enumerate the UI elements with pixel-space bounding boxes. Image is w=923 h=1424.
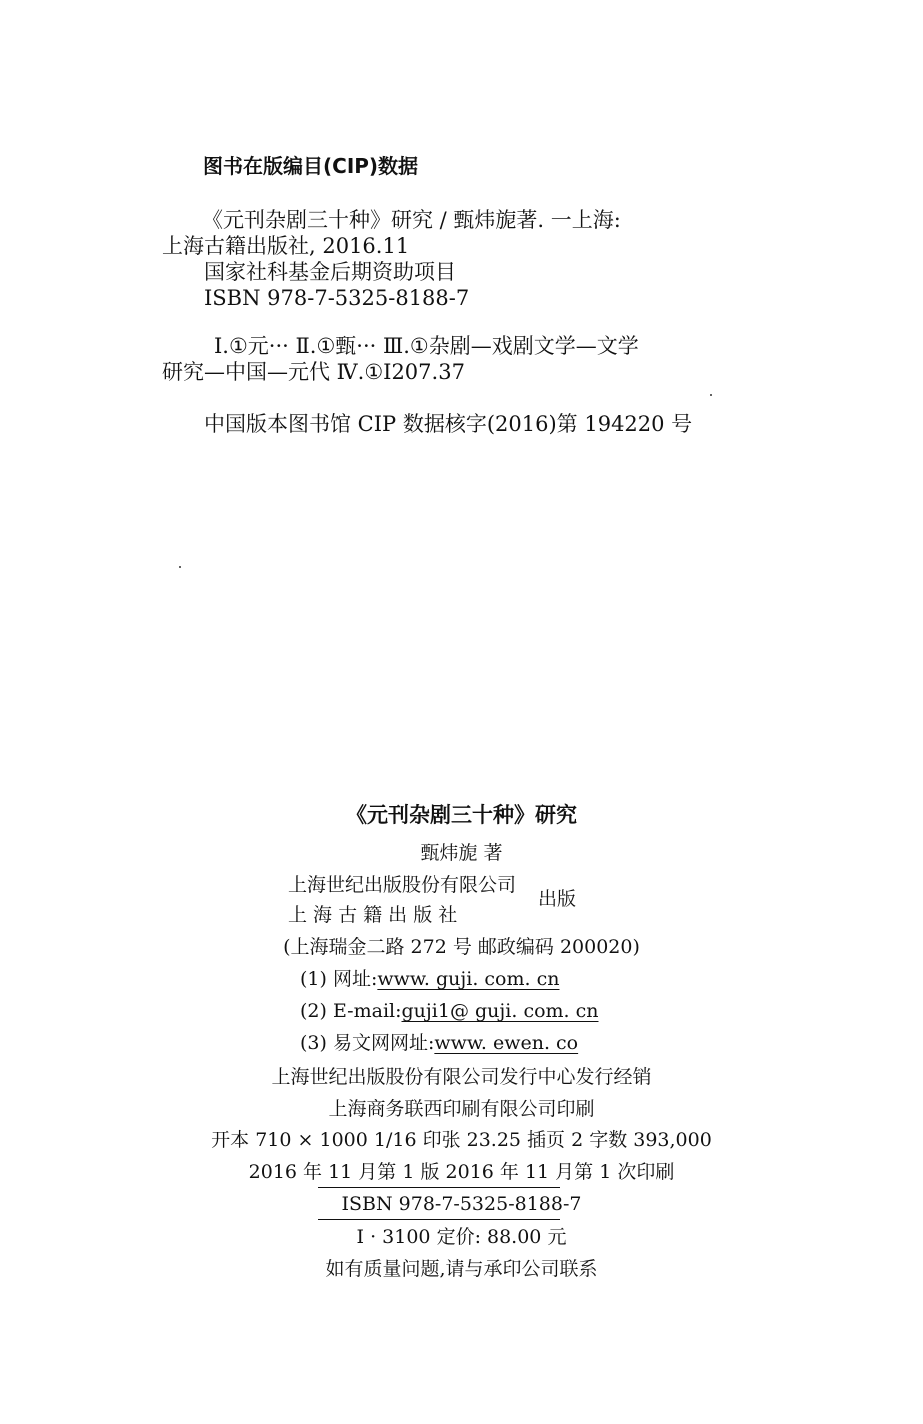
colophon-isbn: ISBN 978-7-5325-8188-7	[341, 1193, 582, 1215]
isbn-top-rule	[318, 1187, 560, 1188]
cip-line-classification-cont: 研究—中国—元代 Ⅳ.①I207.37	[162, 360, 465, 384]
cip-line-funding: 国家社科基金后期资助项目	[204, 260, 456, 284]
publisher-group: 上海世纪出版股份有限公司	[288, 874, 517, 896]
cip-line-isbn: ISBN 978-7-5325-8188-7	[204, 286, 470, 310]
colophon-notice: 如有质量问题,请与承印公司联系	[325, 1258, 598, 1280]
cip-line-title: 《元刊杂剧三十种》研究 / 甄炜旎著. 一上海:	[202, 208, 621, 232]
colophon-author: 甄炜旎 著	[420, 842, 503, 864]
ewen-link[interactable]: www. ewen. co	[434, 1032, 579, 1054]
scan-speck	[179, 566, 181, 568]
colophon-edition: 2016 年 11 月第 1 版 2016 年 11 月第 1 次印刷	[248, 1161, 675, 1183]
website-link[interactable]: www. guji. com. cn	[377, 968, 560, 990]
colophon-title: 《元刊杂剧三十种》研究	[346, 803, 577, 827]
colophon-address: (上海瑞金二路 272 号 邮政编码 200020)	[283, 936, 640, 958]
publisher-suffix: 出版	[538, 888, 577, 910]
colophon-email	[300, 998, 599, 1024]
website-label: (1) 网址:	[300, 968, 378, 990]
cip-line-classification: Ⅰ.①元··· Ⅱ.①甄··· Ⅲ.①杂剧—戏剧文学—文学	[214, 334, 639, 358]
email-label: (2) E-mail:	[300, 1000, 402, 1022]
colophon-distributor: 上海世纪出版股份有限公司发行中心发行经销	[271, 1066, 652, 1088]
isbn-bottom-rule	[318, 1219, 560, 1220]
email-link[interactable]: guji1@ guji. com. cn	[401, 1000, 599, 1022]
cip-heading: 图书在版编目(CIP)数据	[203, 154, 419, 178]
colophon-publishers	[288, 872, 608, 932]
colophon-printer: 上海商务联西印刷有限公司印刷	[328, 1098, 595, 1120]
cip-line-record-number: 中国版本图书馆 CIP 数据核字(2016)第 194220 号	[204, 412, 693, 436]
colophon-ewen	[300, 1030, 578, 1056]
publisher-house: 上 海 古 籍 出 版 社	[288, 904, 458, 926]
colophon-specs: 开本 710 × 1000 1/16 印张 23.25 插页 2 字数 393,000	[211, 1129, 712, 1151]
scan-speck	[710, 394, 712, 396]
ewen-label: (3) 易文网网址:	[300, 1032, 435, 1054]
cip-line-publisher: 上海古籍出版社, 2016.11	[162, 234, 410, 258]
colophon-price: I · 3100 定价: 88.00 元	[356, 1226, 567, 1248]
colophon-website	[300, 966, 559, 992]
